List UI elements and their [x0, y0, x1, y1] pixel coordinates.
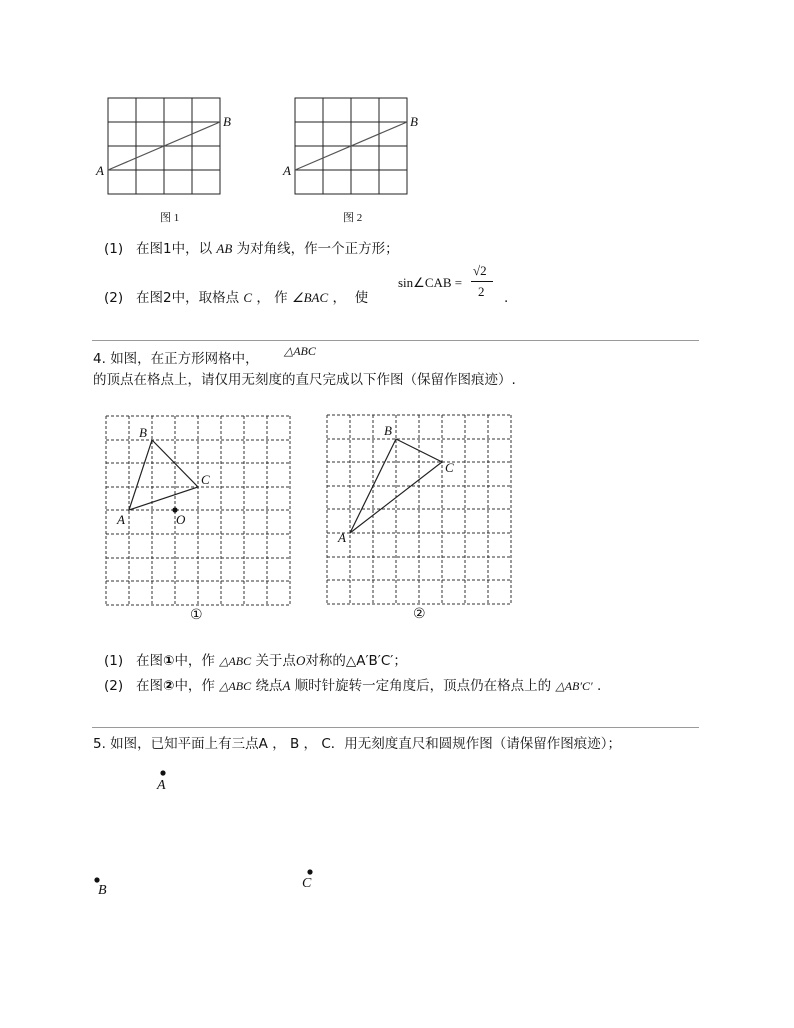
part-number: (1)	[104, 653, 124, 669]
figure-label-2: ②	[413, 606, 426, 622]
triangle-name: △ABC	[219, 679, 252, 693]
part-text: 顺时针旋转一定角度后，顶点仍在格点上的	[294, 678, 552, 694]
question-number: 4.	[93, 351, 106, 367]
label-A: A	[157, 778, 166, 793]
label-B: B	[223, 114, 231, 129]
circled-number: ②	[163, 678, 175, 694]
point-name: O	[295, 653, 306, 668]
part-text: 中，作	[174, 678, 215, 694]
angle-name: ∠BAC	[291, 290, 329, 305]
divider	[92, 727, 699, 728]
part-text: 作	[274, 290, 288, 306]
divider	[92, 340, 699, 341]
part-text: 对称的△A′B′C′；	[305, 653, 407, 669]
part-text: 在图	[136, 678, 163, 694]
point-B	[94, 877, 99, 882]
question-4-line-1	[93, 350, 259, 368]
sin-expression: sin∠CAB =	[398, 275, 463, 290]
part-text: ，	[256, 290, 270, 306]
label-B: B	[139, 425, 147, 440]
point-C	[307, 869, 312, 874]
part-text: 在图2中，取格点	[136, 290, 240, 306]
question-3-part-2	[104, 289, 368, 307]
question-5-text: 5. 如图，已知平面上有三点A ， B ， C．用无刻度直尺和圆规作图（请保留作图痕迹）；	[93, 736, 622, 752]
question-text: 如图，在正方形网格中，	[110, 351, 259, 367]
fraction-denominator: 2	[478, 284, 485, 299]
label-B: B	[410, 114, 418, 129]
fraction-bar	[471, 281, 493, 282]
label-C: C	[445, 460, 454, 475]
figure-caption: 图 2	[343, 212, 363, 224]
period: .	[504, 290, 509, 306]
label-O: O	[176, 512, 186, 527]
label-B: B	[98, 883, 107, 898]
triangle-ABC	[129, 440, 198, 510]
segment-name: AB	[216, 241, 233, 256]
part-text: 使	[354, 290, 369, 306]
part-number: (1)	[104, 241, 124, 257]
part-text: 在图	[136, 653, 163, 669]
q4-figure-1-grid	[106, 416, 290, 605]
question-4-part-2	[104, 677, 601, 695]
point-name: A	[282, 678, 291, 693]
period: .	[596, 678, 602, 694]
part-text: 关于点	[255, 653, 296, 669]
label-A: A	[117, 512, 125, 527]
part-number: (2)	[104, 290, 124, 306]
part-text: 中，作	[174, 653, 215, 669]
label-B: B	[384, 423, 392, 438]
part-text: 为对角线，作一个正方形；	[236, 241, 399, 257]
triangle-name: △AB′C′	[555, 679, 593, 693]
figure-label-1: ①	[190, 607, 203, 623]
question-4-line-2: 的顶点在格点上，请仅用无刻度的直尺完成以下作图（保留作图痕迹）.	[93, 372, 516, 388]
point-A	[160, 770, 165, 775]
triangle-name: △ABC	[219, 654, 252, 668]
q4-figure-2-grid	[327, 415, 511, 604]
circled-number: ①	[163, 653, 175, 669]
question-3-part-1	[104, 240, 399, 258]
question-4-part-1	[104, 652, 407, 670]
label-A: A	[283, 163, 291, 178]
label-C: C	[302, 876, 312, 891]
label-A: A	[96, 163, 104, 178]
part-text: 在图1中，以	[136, 241, 213, 257]
point-name: C	[243, 290, 253, 305]
label-A: A	[338, 530, 346, 545]
fraction-numerator: √2	[473, 263, 487, 278]
part-number: (2)	[104, 678, 124, 694]
label-C: C	[201, 472, 210, 487]
part-text: 绕点	[255, 678, 283, 694]
part-text: ，	[332, 290, 346, 306]
triangle-name: △ABC	[284, 344, 316, 358]
figure-caption: 图 1	[160, 212, 180, 224]
